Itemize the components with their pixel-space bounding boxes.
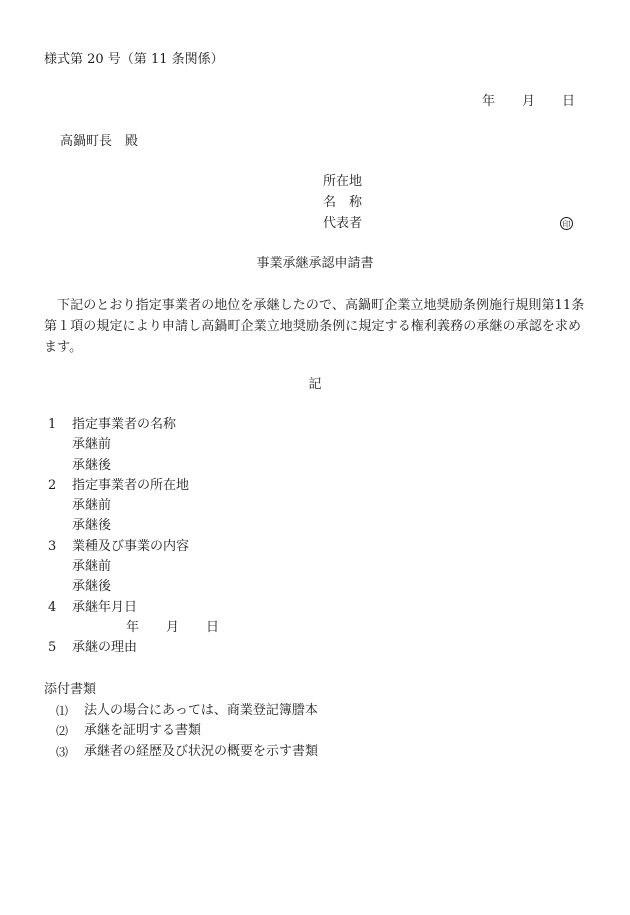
after-label: 承継後 (72, 579, 112, 595)
item-1 (44, 415, 584, 435)
name-label: 名 称 (323, 195, 363, 210)
item-2-after (44, 516, 584, 536)
applicant-name-line (323, 193, 583, 214)
addressee: 高鍋町長 殿 (60, 134, 139, 149)
items-list (44, 415, 584, 659)
application-body: 下記のとおり指定事業者の地位を承継したので、高鍋町企業立地奨励条例施行規則第11条第１項の規定により申請し高鍋町企業立地奨励条例に規定する権利義務の承継の承認を求めます。 (44, 298, 585, 355)
attachment-item (44, 701, 584, 722)
attachment-text: 承継者の経歴及び状況の概要を示す書類 (84, 743, 319, 759)
item-label: 承継の理由 (72, 640, 138, 656)
item-label: 承継年月日 (72, 599, 138, 615)
applicant-address-line (323, 172, 583, 193)
form-number: 様式第 20 号（第 11 条関係） (44, 52, 224, 67)
item-1-before (44, 435, 584, 455)
representative-label: 代表者 (323, 216, 363, 231)
attachment-number: ⑴ (56, 703, 69, 718)
item-2 (44, 476, 584, 496)
seal-icon: 印 (560, 217, 573, 230)
item-label: 指定事業者の名称 (72, 417, 177, 432)
item-label: 業種及び事業の内容 (72, 538, 190, 554)
applicant-representative-line (323, 214, 583, 235)
item-number: 4 (48, 599, 57, 615)
date-day-label: 日 (562, 94, 576, 109)
ki-heading: 記 (308, 377, 322, 392)
item-number: 5 (48, 640, 57, 656)
item-1-after (44, 456, 584, 476)
item-number: 3 (48, 538, 57, 554)
after-label: 承継後 (72, 457, 112, 473)
attachment-number: ⑵ (56, 724, 69, 738)
attachment-text: 法人の場合にあっては、商業登記簿謄本 (84, 702, 318, 718)
item-4-date (44, 618, 584, 638)
attachment-item (44, 742, 584, 763)
address-label: 所在地 (323, 174, 363, 189)
date-day-label: 日 (206, 619, 220, 635)
before-label: 承継前 (72, 559, 112, 575)
attachments-heading-row (44, 680, 584, 701)
item-4 (44, 598, 584, 618)
before-label: 承継前 (72, 498, 112, 514)
date-month-label: 月 (166, 619, 180, 635)
before-label: 承継前 (72, 437, 112, 453)
item-3-after (44, 577, 584, 597)
date-year-label: 年 (126, 619, 140, 635)
item-number: 1 (48, 417, 57, 432)
date-month-label: 月 (522, 94, 536, 109)
item-5 (44, 638, 584, 658)
after-label: 承継後 (72, 518, 112, 534)
attachments-section (44, 680, 584, 762)
applicant-block (323, 172, 583, 235)
item-label: 指定事業者の所在地 (72, 477, 190, 493)
item-3 (44, 537, 584, 557)
document-title: 事業承継承認申請書 (256, 256, 374, 271)
item-2-before (44, 496, 584, 516)
item-number: 2 (48, 477, 57, 493)
attachments-heading: 添付書類 (44, 682, 97, 697)
attachment-text: 承継を証明する書類 (84, 723, 202, 738)
item-3-before (44, 557, 584, 577)
date-year-label: 年 (482, 94, 496, 109)
attachment-item (44, 721, 584, 742)
attachment-number: ⑶ (56, 744, 69, 759)
